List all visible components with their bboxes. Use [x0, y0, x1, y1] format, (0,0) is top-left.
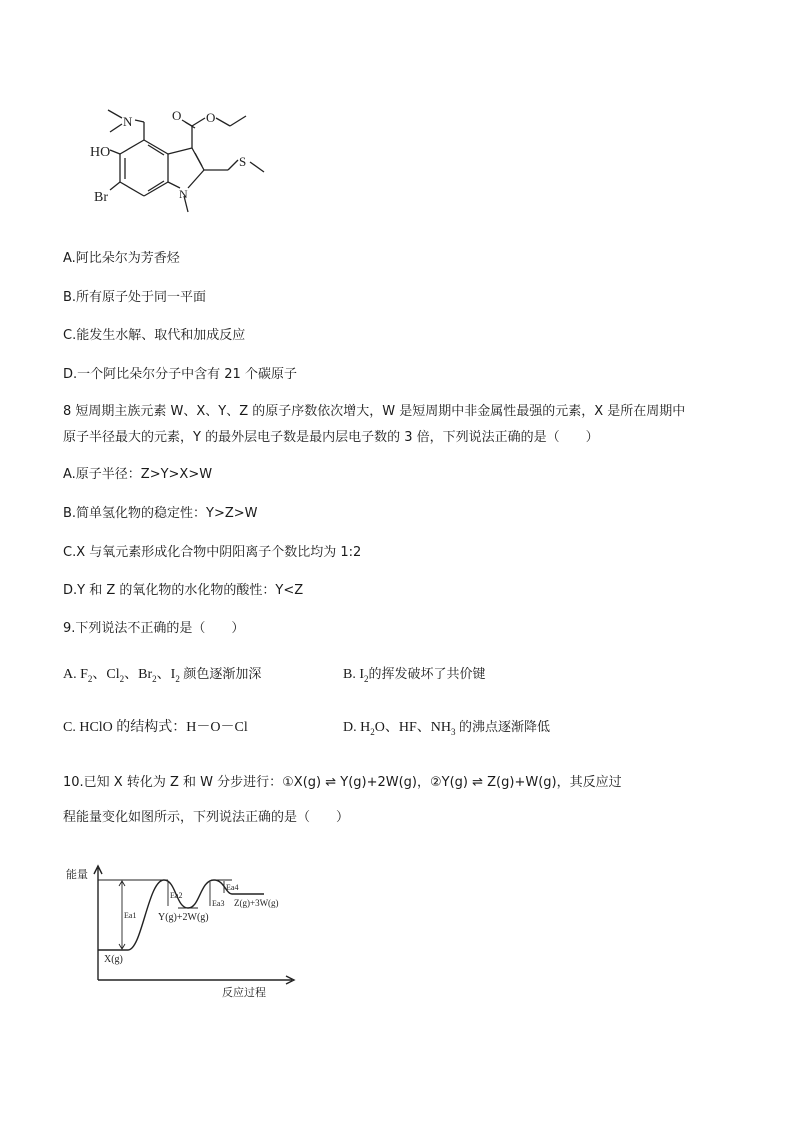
q8-option-d: D.Y 和 Z 的氧化物的水化物的酸性：Y<Z [63, 583, 304, 598]
q8-option-c: C.X 与氧元素形成化合物中阴阳离子个数比均为 1:2 [63, 545, 362, 560]
q9-option-c: C. HClO 的结构式：H－O－Cl [63, 720, 248, 735]
energy-diagram [64, 858, 300, 1000]
ester-o-label: O [206, 110, 216, 125]
q9-option-d: D. $H_2O$、HF、$NH_3$ 的沸点逐渐降低 [343, 720, 550, 737]
q7-option-c: C.能发生水解、取代和加成反应 [63, 328, 246, 343]
q7-option-a: A.阿比朵尔为芳香烃 [63, 251, 180, 266]
ea4-label: Ea4 [226, 883, 239, 892]
q8-stem-line1: 8 短周期主族元素 W、X、Y、Z 的原子序数依次增大，W 是短周期中非金属性最强的元素，X 是所在周期中 [63, 404, 686, 419]
br-label: Br [94, 190, 108, 205]
q8-option-a: A.原子半径：Z>Y>X>W [63, 467, 213, 482]
q8-stem-line2: 原子半径最大的元素，Y 的最外层电子数是最内层电子数的 3 倍，下列说法正确的是（ ） [63, 430, 599, 445]
q8-option-b: B.简单氢化物的稳定性：Y>Z>W [63, 506, 258, 521]
q7-option-d: D.一个阿比朵尔分子中含有 21 个碳原子 [63, 367, 297, 382]
carbonyl-o-label: O [172, 108, 182, 123]
x-axis-label: 反应过程 [222, 986, 266, 999]
ea1-label: Ea1 [124, 911, 137, 920]
sulfur-label: S [239, 154, 247, 169]
ea2-label: Ea2 [170, 891, 183, 900]
q9-stem: 9.下列说法不正确的是（ ） [63, 621, 245, 636]
amine-n-label: N [123, 114, 133, 129]
ea3-label: Ea3 [212, 899, 225, 908]
q9-option-b: B. $I_2$的挥发破坏了共价键 [343, 667, 486, 684]
q10-stem-line2: 程能量变化如图所示，下列说法正确的是（ ） [63, 810, 350, 825]
q10-stem-line1: 10.已知 X 转化为 Z 和 W 分步进行：①X(g) ⇌ Y(g)+2W(g)，②Y(g) ⇌ Z(g)+W(g)，其反应过 [63, 775, 622, 790]
state-y-label: Y(g)+2W(g) [158, 912, 209, 923]
state-x-label: X(g) [104, 954, 123, 965]
q7-option-b: B.所有原子处于同一平面 [63, 290, 207, 305]
state-z-label: Z(g)+3W(g) [234, 898, 279, 908]
q9-option-a: A. $F_2$、$Cl_2$、$Br_2$、$I_2$ 颜色逐渐加深 [63, 667, 262, 684]
ho-label: HO [90, 145, 111, 160]
y-axis-label: 能量 [66, 868, 88, 881]
ring-n-label: N [179, 187, 188, 201]
molecule-structure [60, 100, 300, 225]
